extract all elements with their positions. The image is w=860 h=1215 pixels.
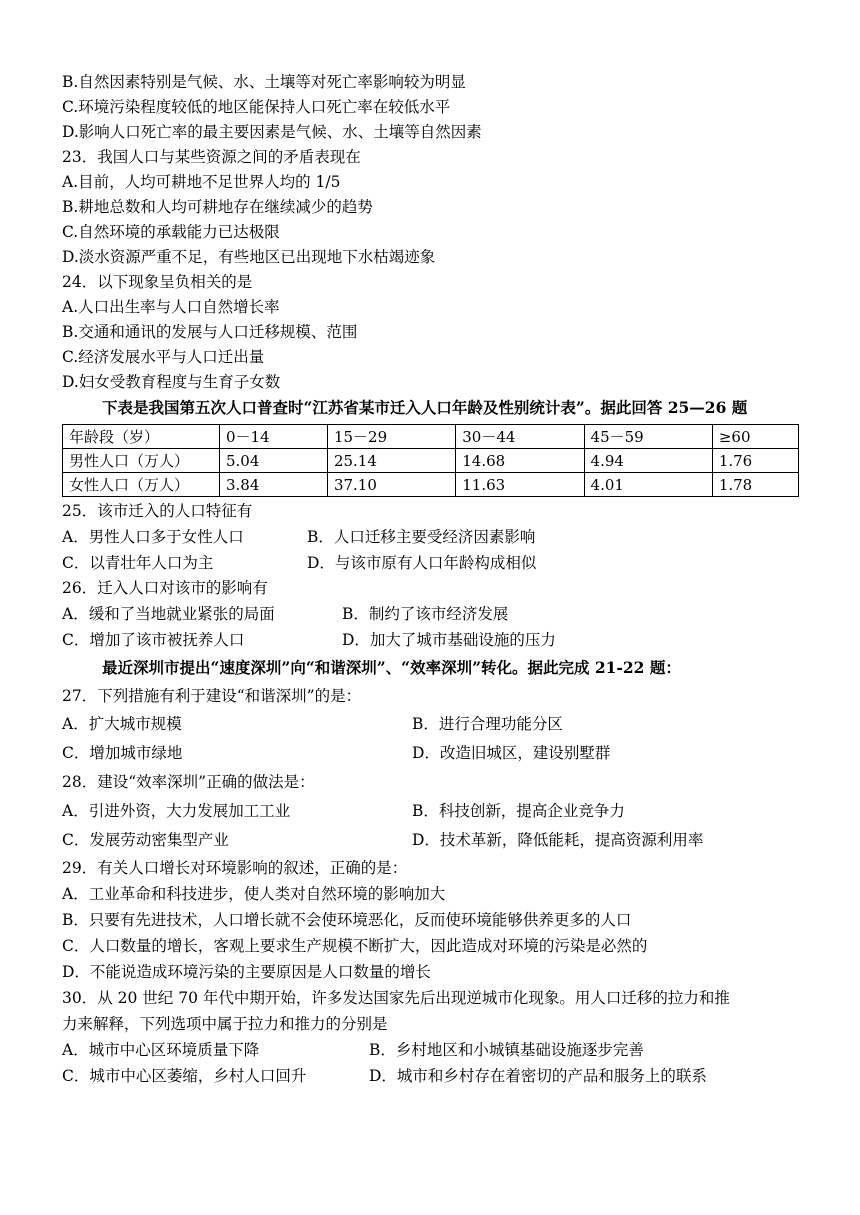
q22-option-d: D.影响人口死亡率的最主要因素是气候、水、土壤等自然因素 [62, 123, 482, 141]
q28-option-c: C．发展劳动密集型产业 [62, 831, 229, 849]
q30-stem-line-1: 30．从 20 世纪 70 年代中期开始，许多发达国家先后出现逆城市化现象。用人口迁移的拉力和推 [62, 989, 730, 1007]
q29-option-b: B．只要有先进技术，人口增长就不会使环境恶化，反而使环境能够供养更多的人口 [62, 911, 632, 929]
q25-option-a: A．男性人口多于女性人口 [62, 528, 244, 546]
q25-options-row-2 [62, 550, 802, 576]
q26-option-c: C．增加了该市被抚养人口 [62, 631, 245, 649]
q28-options-row-1 [62, 797, 802, 826]
q27-option-d: D．改造旧城区，建设别墅群 [412, 744, 611, 762]
table-cell: 37.10 [327, 473, 455, 497]
q28-stem: 28．建设“效率深圳”正确的做法是： [62, 773, 315, 791]
q23-option-b: B.耕地总数和人均可耕地存在继续减少的趋势 [62, 198, 373, 216]
q24-stem: 24．以下现象呈负相关的是 [62, 273, 253, 291]
q27-options-row-1 [62, 710, 802, 739]
q25-option-c: C．以青壮年人口为主 [62, 554, 214, 572]
q26-stem: 26．迁入人口对该市的影响有 [62, 579, 268, 597]
q27-stem: 27．下列措施有利于建设“和谐深圳”的是： [62, 687, 362, 705]
shenzhen-intro: 最近深圳市提出“速度深圳”向“和谐深圳”、“效率深圳”转化。据此完成 21-22 题： [102, 658, 681, 677]
q27-options-row-2 [62, 739, 802, 768]
q26-option-a: A．缓和了当地就业紧张的局面 [62, 605, 275, 623]
table-cell: 25.14 [327, 449, 455, 473]
table-header-cell: 0－14 [220, 425, 328, 449]
q27-option-a: A．扩大城市规模 [62, 715, 182, 733]
table-cell: 4.94 [584, 449, 712, 473]
q28-options-row-2 [62, 826, 802, 855]
q26-option-b: B．制约了该市经济发展 [342, 605, 509, 623]
q28-option-b: B．科技创新，提高企业竞争力 [412, 802, 625, 820]
table-cell: 14.68 [456, 449, 584, 473]
q24-option-a: A.人口出生率与人口自然增长率 [62, 298, 280, 316]
q26-option-d: D．加大了城市基础设施的压力 [342, 631, 556, 649]
q30-option-b: B．乡村地区和小城镇基础设施逐步完善 [369, 1041, 644, 1059]
q27-option-c: C．增加城市绿地 [62, 744, 183, 762]
q29-option-a: A．工业革命和科技进步，使人类对自然环境的影响加大 [62, 885, 446, 903]
q24-option-b: B.交通和通讯的发展与人口迁移规模、范围 [62, 323, 358, 341]
q25-option-b: B．人口迁移主要受经济因素影响 [307, 528, 536, 546]
migration-stats-table [62, 424, 799, 497]
table-cell: 女性人口（万人） [63, 473, 220, 497]
table-header-cell: 15－29 [327, 425, 455, 449]
q28-option-d: D．技术革新，降低能耗，提高资源利用率 [412, 831, 704, 849]
q25-option-d: D．与该市原有人口年龄构成相似 [307, 554, 537, 572]
q28-option-a: A．引进外资，大力发展加工工业 [62, 802, 291, 820]
table-header-row [63, 425, 799, 449]
table-cell: 男性人口（万人） [63, 449, 220, 473]
table-cell: 1.76 [712, 449, 798, 473]
table-header-cell: 30－44 [456, 425, 584, 449]
q23-option-a: A.目前，人均可耕地不足世界人均的 1/5 [62, 173, 341, 191]
q29-option-d: D．不能说造成环境污染的主要原因是人口数量的增长 [62, 963, 431, 981]
q25-stem: 25．该市迁入的人口特征有 [62, 502, 253, 520]
table-header-cell: ≥60 [712, 425, 798, 449]
q23-option-c: C.自然环境的承载能力已达极限 [62, 223, 280, 241]
table-row [63, 473, 799, 497]
q23-option-d: D.淡水资源严重不足，有些地区已出现地下水枯竭迹象 [62, 248, 436, 266]
q25-options-row-1 [62, 524, 802, 550]
q30-option-c: C．城市中心区萎缩，乡村人口回升 [62, 1067, 307, 1085]
q30-options-row-2 [62, 1063, 802, 1089]
q26-options-row-2 [62, 627, 802, 653]
q29-option-c: C．人口数量的增长，客观上要求生产规模不断扩大，因此造成对环境的污染是必然的 [62, 937, 648, 955]
q26-options-row-1 [62, 601, 802, 627]
q27-option-b: B．进行合理功能分区 [412, 715, 563, 733]
q23-stem: 23．我国人口与某些资源之间的矛盾表现在 [62, 148, 361, 166]
table-cell: 5.04 [220, 449, 328, 473]
q29-stem: 29．有关人口增长对环境影响的叙述，正确的是： [62, 859, 408, 877]
table-cell: 1.78 [712, 473, 798, 497]
q30-option-a: A．城市中心区环境质量下降 [62, 1041, 260, 1059]
table-header-cell: 45－59 [584, 425, 712, 449]
q22-option-b: B.自然因素特别是气候、水、土壤等对死亡率影响较为明显 [62, 73, 466, 91]
table-cell: 3.84 [220, 473, 328, 497]
table-header-cell: 年龄段（岁） [63, 425, 220, 449]
q22-option-c: C.环境污染程度较低的地区能保持人口死亡率在较低水平 [62, 98, 451, 116]
q30-option-d: D．城市和乡村存在着密切的产品和服务上的联系 [369, 1067, 707, 1085]
table-intro: 下表是我国第五次人口普查时“江苏省某市迁入人口年龄及性别统计表”。据此回答 25—26 题 [102, 398, 748, 417]
q30-stem-line-2: 力来解释，下列选项中属于拉力和推力的分别是 [62, 1015, 388, 1033]
table-row [63, 449, 799, 473]
q30-options-row-1 [62, 1037, 802, 1063]
q24-option-d: D.妇女受教育程度与生育子女数 [62, 373, 281, 391]
table-cell: 4.01 [584, 473, 712, 497]
table-cell: 11.63 [456, 473, 584, 497]
exam-page [62, 70, 802, 1089]
q24-option-c: C.经济发展水平与人口迁出量 [62, 348, 265, 366]
